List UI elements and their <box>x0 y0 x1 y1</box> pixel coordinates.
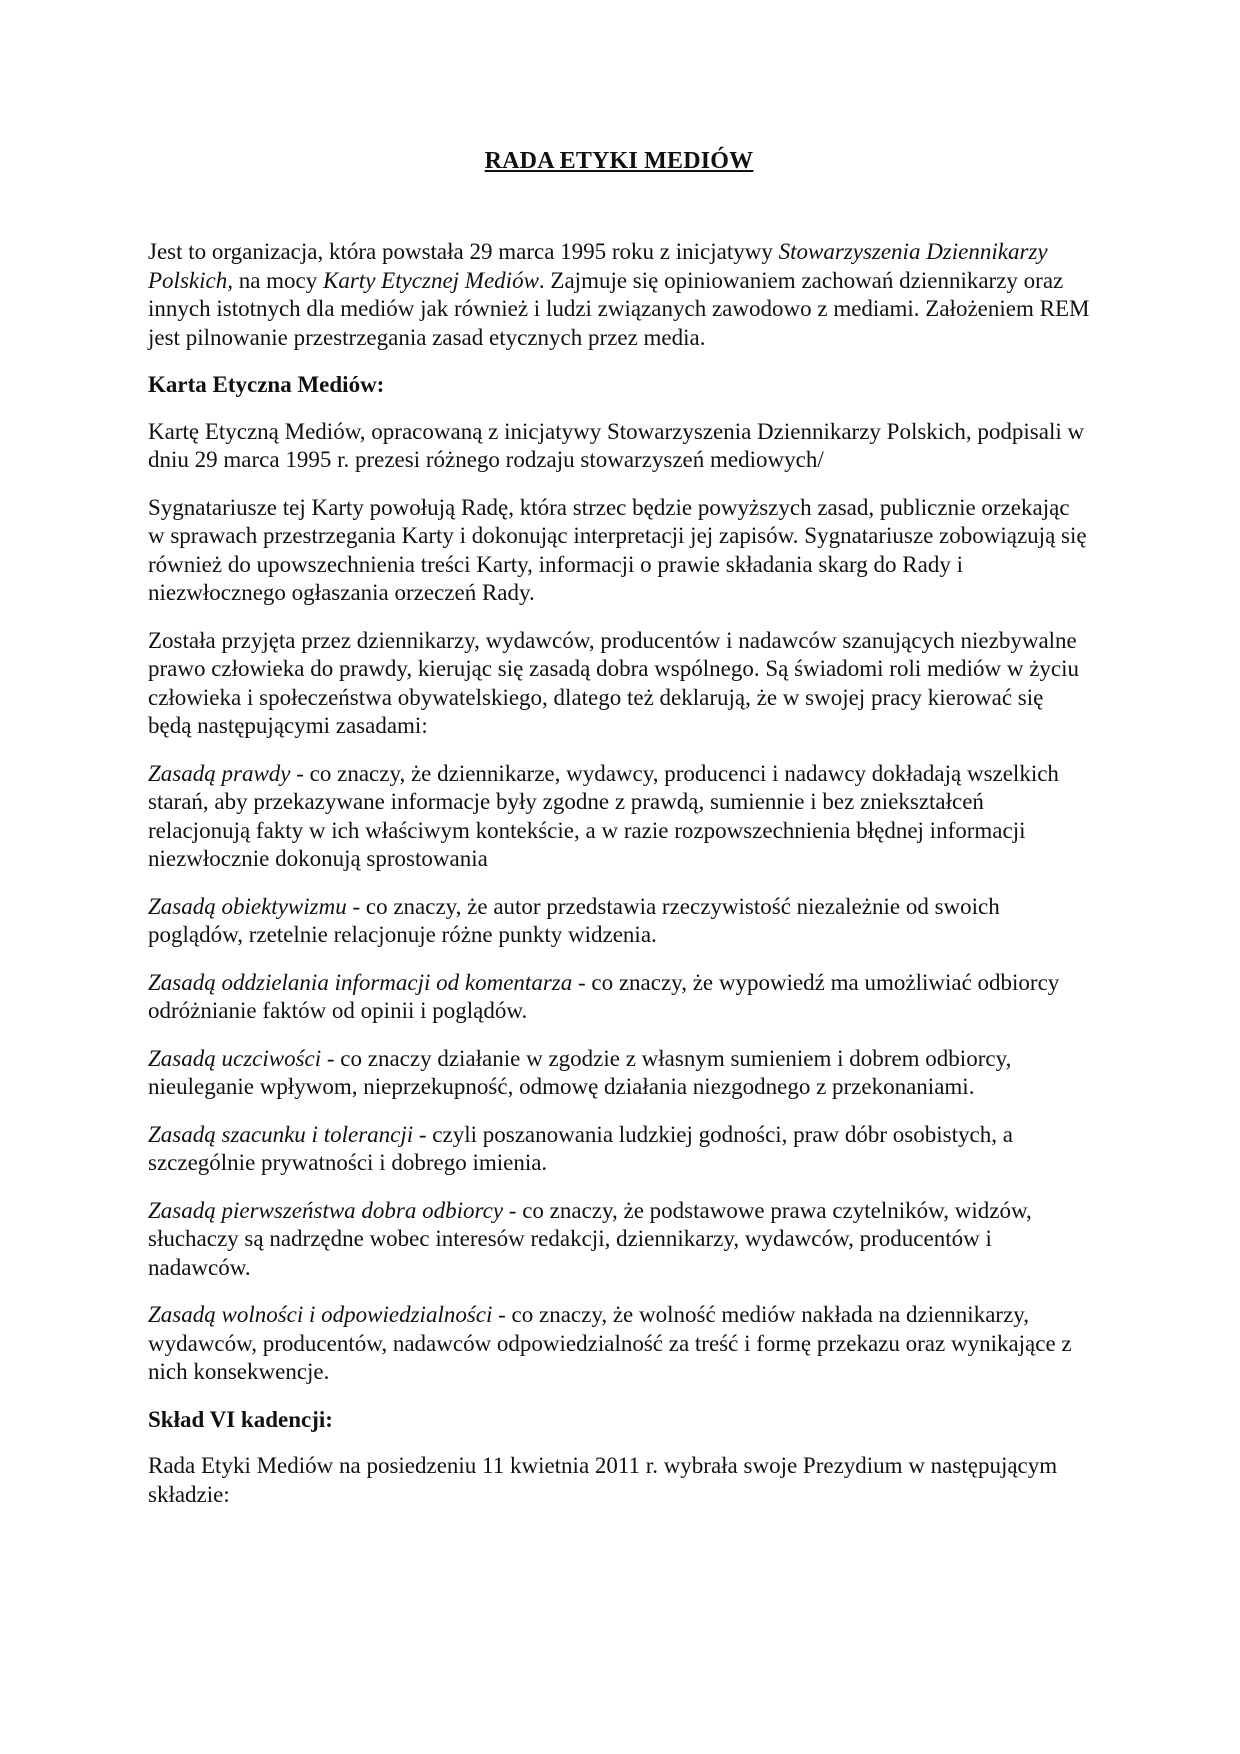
zasada-name: Zasadą pierwszeństwa dobra odbiorcy <box>148 1197 504 1223</box>
zasada-oddzielania <box>148 969 1090 1026</box>
zasada-name: Zasadą uczciwości <box>148 1045 322 1071</box>
zasada-prawdy <box>148 760 1090 874</box>
zasada-name: Zasadą prawdy <box>148 760 291 786</box>
zasada-text: - co znaczy działanie w zgodzie z własnym sumieniem i dobrem odbiorcy, nieuleganie wpływom, nieprzekupność, odmowę działania niezgodnego z przekonaniami. <box>148 1045 1012 1099</box>
document-title: RADA ETYKI MEDIÓW <box>484 148 754 174</box>
zasada-text: - co znaczy, że dziennikarze, wydawcy, producenci i nadawcy dokładają wszelkich starań, aby przekazywane informacje były zgodne z prawdą, sumiennie i bez zniekształceń relacjonują fakty w ich właściwym kontekście, a w razie rozpowszechnienia błędnej informacji niezwłocznie dokonują sprostowania <box>148 760 1059 871</box>
zasada-pierwszenstwa <box>148 1197 1090 1283</box>
intro-emphasis-karta: Karty Etycznej Mediów <box>323 267 539 293</box>
zasada-szacunku <box>148 1121 1090 1178</box>
zasada-text: - czyli poszanowania ludzkiej godności, praw dóbr osobistych, a szczególnie prywatności i dobrego imienia. <box>148 1121 1013 1175</box>
zasada-name: Zasadą szacunku i tolerancji <box>148 1121 414 1147</box>
zasada-name: Zasadą oddzielania informacji od komentarza <box>148 969 573 995</box>
zasada-text: - co znaczy, że podstawowe prawa czytelników, widzów, słuchaczy są nadrzędne wobec interesów redakcji, dziennikarzy, wydawców, producentów i nadawców. <box>148 1197 1032 1280</box>
intro-paragraph <box>148 238 1090 352</box>
zasada-text: - co znaczy, że wypowiedź ma umożliwiać odbiorcy odróżnianie faktów od opinii i poglądów. <box>148 969 1060 1023</box>
sklad-paragraph-1: Rada Etyki Mediów na posiedzeniu 11 kwietnia 2011 r. wybrała swoje Prezydium w następującym składzie: <box>148 1453 1058 1507</box>
zasada-obiektywizmu <box>148 893 1090 950</box>
karta-paragraph-2: Sygnatariusze tej Karty powołują Radę, która strzec będzie powyższych zasad, publicznie orzekając w sprawach przestrzegania Karty i dokonując interpretacji jej zapisów. Sygnatariusze zobowiązują się również do upowszechnienia treści Karty, informacji o prawie składania skarg do Rady i niezwłocznego ogłaszania orzeczeń Rady. <box>148 494 1087 605</box>
intro-text-1: Jest to organizacja, która powstała 29 marca 1995 roku z inicjatywy <box>148 239 779 264</box>
zasada-wolnosci <box>148 1301 1090 1387</box>
section-heading-karta: Karta Etyczna Mediów: <box>148 372 385 397</box>
intro-text-3: . Zajmuje się opiniowaniem zachowań dziennikarzy oraz innych istotnych dla mediów jak również i ludzi związanych zawodowo z mediami. Założeniem REM jest pilnowanie przestrzegania zasad etycznych przez media. <box>148 267 1090 350</box>
karta-paragraph-3: Została przyjęta przez dziennikarzy, wydawców, producentów i nadawców szanujących niezbywalne prawo człowieka do prawdy, kierując się zasadą dobra wspólnego. Są świadomi roli mediów w życiu człowieka i społeczeństwa obywatelskiego, dlatego też deklarują, że w swojej pracy kierować się będą następującymi zasadami: <box>148 627 1080 738</box>
intro-emphasis-sdp: Stowarzyszenia Dziennikarzy Polskich, <box>148 239 1048 293</box>
zasada-uczciwosci <box>148 1045 1090 1102</box>
karta-paragraph-1: Kartę Etyczną Mediów, opracowaną z inicjatywy Stowarzyszenia Dziennikarzy Polskich, podpisali w dniu 29 marca 1995 r. prezesi różnego rodzaju stowarzyszeń mediowych/ <box>148 418 1085 472</box>
intro-text-2: na mocy <box>232 267 324 293</box>
zasada-text: - co znaczy, że wolność mediów nakłada na dziennikarzy, wydawców, producentów, nadawców odpowiedzialność za treść i formę przekazu oraz wynikające z nich konsekwencje. <box>148 1302 1072 1384</box>
zasada-name: Zasadą wolności i odpowiedzialności <box>148 1302 493 1327</box>
section-heading-sklad: Skład VI kadencji: <box>148 1406 333 1432</box>
zasada-name: Zasadą obiektywizmu <box>148 893 347 919</box>
zasada-text: - co znaczy, że autor przedstawia rzeczywistość niezależnie od swoich poglądów, rzetelnie relacjonuje różne punkty widzenia. <box>148 893 1000 947</box>
